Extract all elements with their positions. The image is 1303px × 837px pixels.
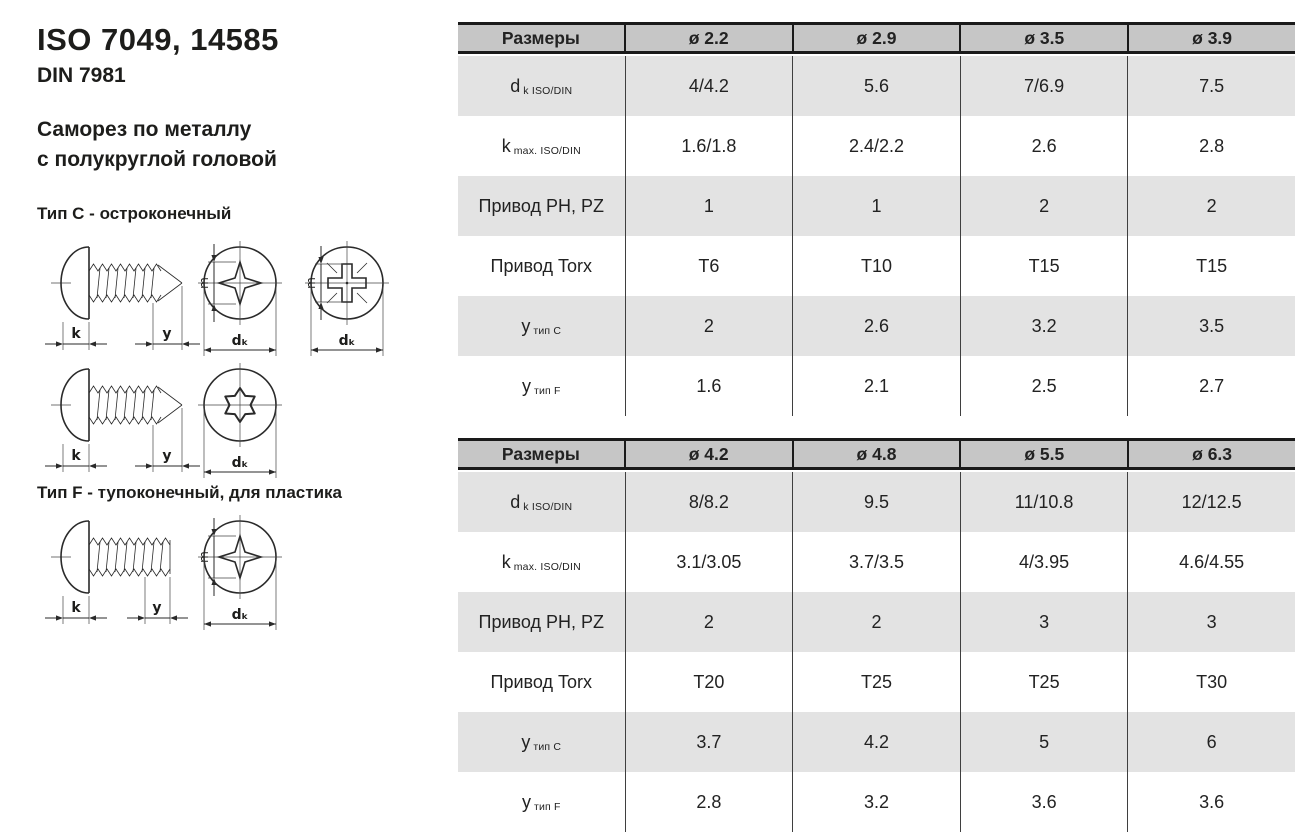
dim-y-label: y xyxy=(162,448,172,464)
value-cell: 4.6/4.55 xyxy=(1127,532,1295,592)
value-cell: 12/12.5 xyxy=(1127,472,1295,532)
screw-side-view-pointed-icon xyxy=(45,369,200,472)
dim-k-label: k xyxy=(71,326,81,342)
page-subtitle: DIN 7981 xyxy=(37,64,126,87)
table-header-row xyxy=(458,22,1295,54)
dim-m-label: m xyxy=(197,277,211,289)
value-cell: T10 xyxy=(792,236,960,296)
header-diameter-label: ø 2.9 xyxy=(792,25,960,51)
header-diameter-label: ø 3.5 xyxy=(959,25,1127,51)
value-cell: 3.7 xyxy=(625,712,793,772)
table-row xyxy=(458,532,1295,592)
row-label-subscript: max. ISO/DIN xyxy=(513,561,581,573)
value-cell: T20 xyxy=(625,652,793,712)
value-cell: 7/6.9 xyxy=(960,56,1128,116)
table-row xyxy=(458,56,1295,116)
header-diameter-label: ø 2.2 xyxy=(624,25,792,51)
header-diameter-label: ø 5.5 xyxy=(959,441,1127,467)
value-cell: 11/10.8 xyxy=(960,472,1128,532)
row-label-subscript: тип C xyxy=(533,741,562,753)
row-label xyxy=(458,652,625,712)
row-label-subscript: max. ISO/DIN xyxy=(513,145,581,157)
value-cell: 2.8 xyxy=(1127,116,1295,176)
value-cell: 2 xyxy=(625,296,793,356)
value-cell: 1.6/1.8 xyxy=(625,116,793,176)
value-cell: T30 xyxy=(1127,652,1295,712)
value-cell: 6 xyxy=(1127,712,1295,772)
row-label xyxy=(458,356,625,416)
row-label-subscript: тип F xyxy=(533,801,561,813)
row-label-main: d xyxy=(510,75,521,96)
value-cell: 7.5 xyxy=(1127,56,1295,116)
dim-y-label: y xyxy=(152,600,162,616)
dim-dk-label: dₖ xyxy=(231,333,249,349)
header-diameter-label: ø 4.8 xyxy=(792,441,960,467)
row-label xyxy=(458,532,625,592)
value-cell: 4.2 xyxy=(792,712,960,772)
value-cell: 3 xyxy=(1127,592,1295,652)
row-label xyxy=(458,56,625,116)
row-label-main: y xyxy=(521,375,531,396)
value-cell: 4/4.2 xyxy=(625,56,793,116)
row-label xyxy=(458,176,625,236)
row-label xyxy=(458,236,625,296)
dim-k-label: k xyxy=(71,600,81,616)
row-label-main: k xyxy=(501,135,511,156)
row-label xyxy=(458,772,625,832)
header-sizes-label: Размеры xyxy=(501,443,580,464)
screw-side-view-pointed-icon xyxy=(45,247,200,350)
row-label xyxy=(458,116,625,176)
row-label xyxy=(458,296,625,356)
header-diameter-label: ø 3.9 xyxy=(1127,25,1295,51)
page-title: ISO 7049, 14585 xyxy=(37,22,279,57)
description-line1: Саморез по металлу xyxy=(37,118,252,141)
value-cell: 3.6 xyxy=(960,772,1128,832)
value-cell: 5.6 xyxy=(792,56,960,116)
value-cell: 5 xyxy=(960,712,1128,772)
table-row xyxy=(458,712,1295,772)
screw-side-view-blunt-icon xyxy=(45,521,188,624)
value-cell: 3.2 xyxy=(960,296,1128,356)
table-row xyxy=(458,772,1295,832)
value-cell: T6 xyxy=(625,236,793,296)
spec-tables-panel xyxy=(458,0,1295,837)
spec-table-large-diameters xyxy=(458,438,1295,832)
value-cell: 2 xyxy=(792,592,960,652)
table-row xyxy=(458,652,1295,712)
value-cell: 2.6 xyxy=(960,116,1128,176)
drawing-type-f-ph xyxy=(25,512,445,637)
value-cell: 2.6 xyxy=(792,296,960,356)
row-label xyxy=(458,592,625,652)
drawing-type-c-ph-pz xyxy=(25,238,445,363)
pz-head-view-icon xyxy=(304,241,389,356)
row-label-subscript: тип C xyxy=(533,325,562,337)
ph-head-view-icon xyxy=(197,241,282,356)
value-cell: T25 xyxy=(960,652,1128,712)
value-cell: 2 xyxy=(1127,176,1295,236)
dim-y-label: y xyxy=(162,326,172,342)
value-cell: 3.7/3.5 xyxy=(792,532,960,592)
product-description xyxy=(37,115,277,175)
value-cell: T15 xyxy=(960,236,1128,296)
row-label-subscript: тип F xyxy=(533,385,561,397)
row-label-main: Привод PH, PZ xyxy=(478,611,605,632)
ph-head-view-icon xyxy=(197,515,282,630)
dim-k-label: k xyxy=(71,448,81,464)
row-label-main: Привод Torx xyxy=(490,671,593,692)
value-cell: 9.5 xyxy=(792,472,960,532)
value-cell: 1 xyxy=(625,176,793,236)
value-cell: 2.1 xyxy=(792,356,960,416)
torx-head-view-icon xyxy=(198,363,282,478)
row-label xyxy=(458,712,625,772)
drawing-type-c-torx xyxy=(25,360,445,485)
row-label-main: y xyxy=(521,731,531,752)
table-row xyxy=(458,176,1295,236)
header-diameter-label: ø 4.2 xyxy=(624,441,792,467)
value-cell: 2 xyxy=(625,592,793,652)
value-cell: 2.5 xyxy=(960,356,1128,416)
table-row xyxy=(458,356,1295,416)
value-cell: 4/3.95 xyxy=(960,532,1128,592)
value-cell: 1 xyxy=(792,176,960,236)
row-label-main: y xyxy=(521,791,531,812)
info-panel xyxy=(0,0,458,837)
value-cell: 3.5 xyxy=(1127,296,1295,356)
header-diameter-label: ø 6.3 xyxy=(1127,441,1295,467)
value-cell: 3.2 xyxy=(792,772,960,832)
table-row xyxy=(458,116,1295,176)
row-label-subscript: k ISO/DIN xyxy=(523,501,573,513)
row-label-subscript: k ISO/DIN xyxy=(523,85,573,97)
row-label-main: Привод Torx xyxy=(490,255,593,276)
value-cell: 2.8 xyxy=(625,772,793,832)
value-cell: T25 xyxy=(792,652,960,712)
row-label-main: y xyxy=(521,315,531,336)
dim-dk-label: dₖ xyxy=(231,607,249,623)
row-label-main: k xyxy=(501,551,511,572)
type-c-label: Тип C - остроконечный xyxy=(37,204,232,223)
dim-m-label: m xyxy=(197,551,211,563)
description-line2: с полукруглой головой xyxy=(37,148,277,171)
value-cell: 2.4/2.2 xyxy=(792,116,960,176)
spec-table-small-diameters xyxy=(458,22,1295,416)
header-sizes-label: Размеры xyxy=(501,27,580,48)
value-cell: T15 xyxy=(1127,236,1295,296)
table-row xyxy=(458,296,1295,356)
value-cell: 2 xyxy=(960,176,1128,236)
value-cell: 3.6 xyxy=(1127,772,1295,832)
value-cell: 3.1/3.05 xyxy=(625,532,793,592)
table-row xyxy=(458,472,1295,532)
row-label-main: Привод PH, PZ xyxy=(478,195,605,216)
row-label-main: d xyxy=(510,491,521,512)
dim-dk-label: dₖ xyxy=(231,455,249,471)
value-cell: 1.6 xyxy=(625,356,793,416)
type-f-label: Тип F - тупоконечный, для пластика xyxy=(37,483,342,502)
value-cell: 3 xyxy=(960,592,1128,652)
table-header-row xyxy=(458,438,1295,470)
value-cell: 2.7 xyxy=(1127,356,1295,416)
value-cell: 8/8.2 xyxy=(625,472,793,532)
dim-m-label: m xyxy=(304,277,318,289)
row-label xyxy=(458,472,625,532)
dim-dk-label: dₖ xyxy=(338,333,356,349)
table-row xyxy=(458,236,1295,296)
table-row xyxy=(458,592,1295,652)
